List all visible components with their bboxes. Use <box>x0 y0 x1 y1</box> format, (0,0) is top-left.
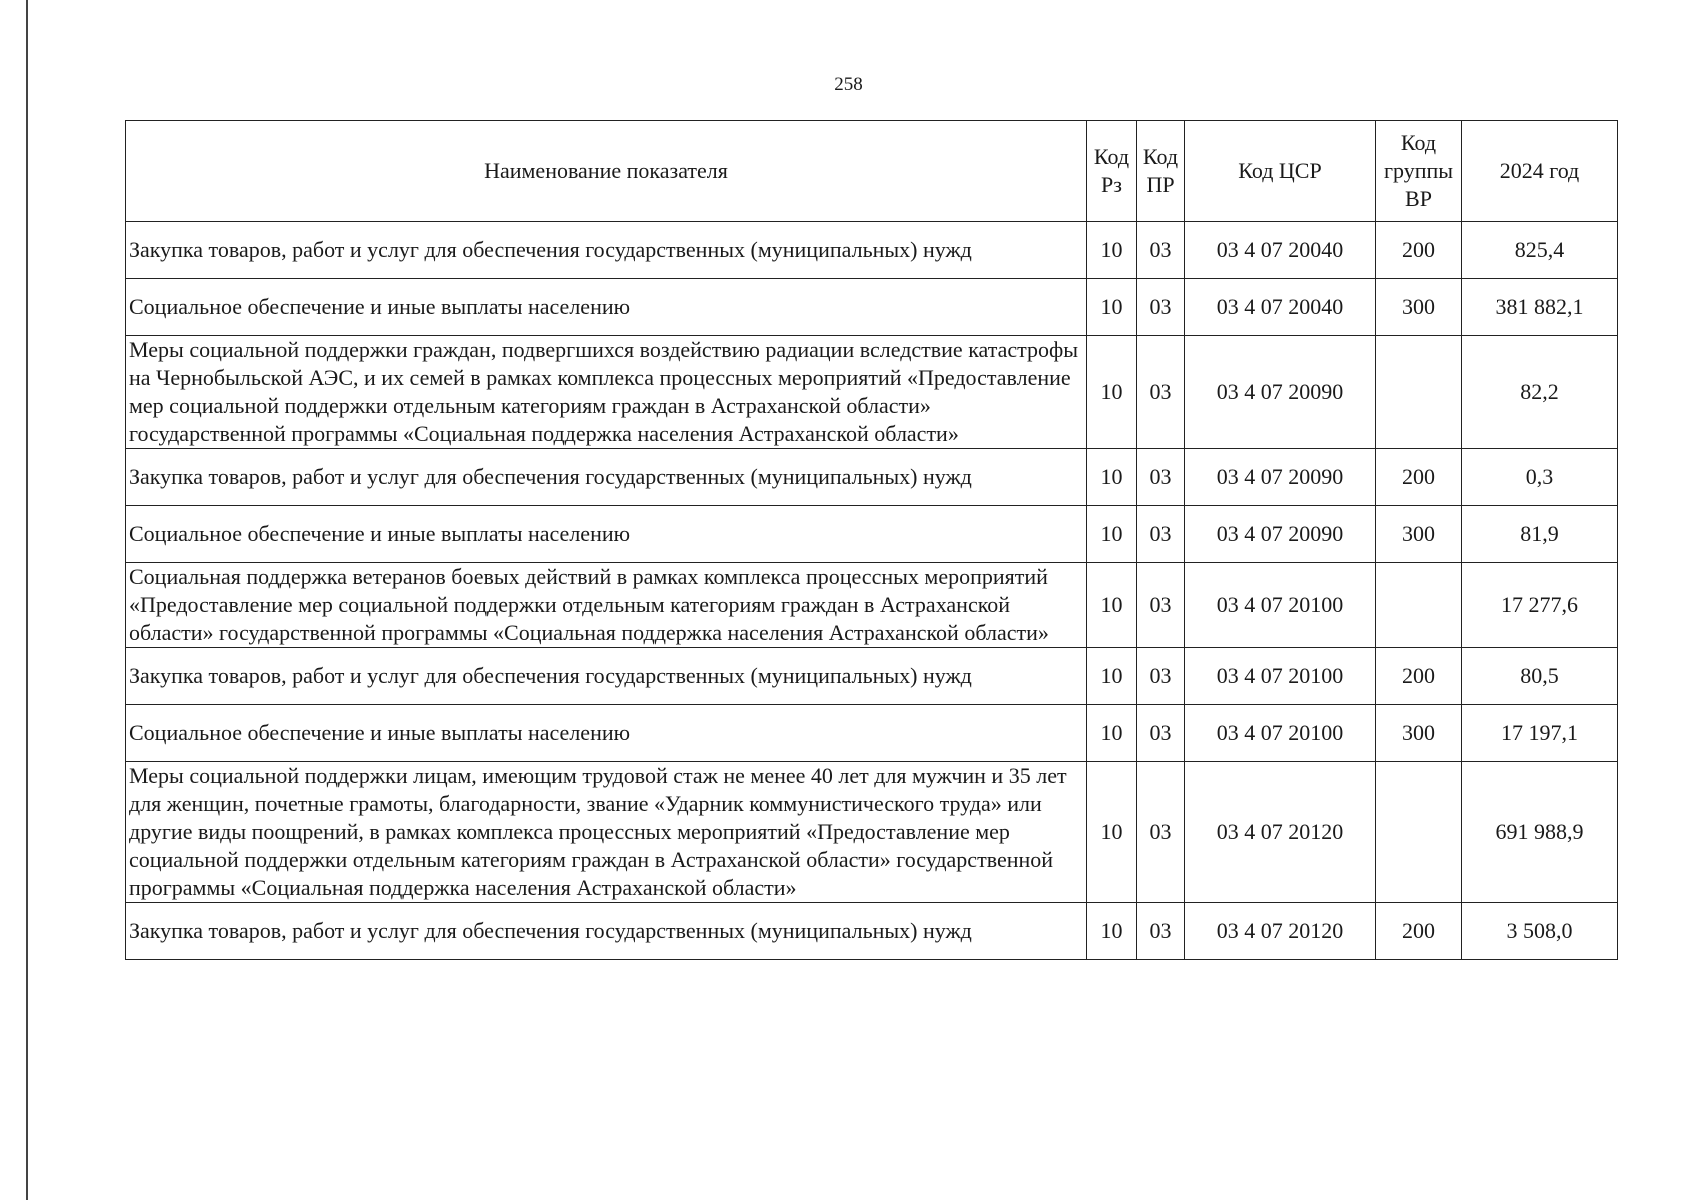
table-row <box>126 648 1618 705</box>
row-pr: 03 <box>1137 449 1185 506</box>
row-rz: 10 <box>1087 449 1137 506</box>
row-name: Социальное обеспечение и иные выплаты населению <box>126 506 1087 563</box>
row-rz: 10 <box>1087 336 1137 449</box>
row-csr: 03 4 07 20090 <box>1185 449 1376 506</box>
row-csr: 03 4 07 20100 <box>1185 563 1376 648</box>
page-number: 258 <box>834 74 863 95</box>
row-name: Закупка товаров, работ и услуг для обеспечения государственных (муниципальных) нужд <box>126 222 1087 279</box>
row-amount: 17 197,1 <box>1462 705 1618 762</box>
row-vr: 300 <box>1376 705 1462 762</box>
table-row <box>126 903 1618 960</box>
table-row <box>126 506 1618 563</box>
row-name: Социальное обеспечение и иные выплаты населению <box>126 279 1087 336</box>
row-csr: 03 4 07 20120 <box>1185 903 1376 960</box>
header-vr: Код группы ВР <box>1376 121 1462 222</box>
row-name: Меры социальной поддержки граждан, подвергшихся воздействию радиации вследствие катастрофы на Чернобыльской АЭС, и их семей в рамках комплекса процессных мероприятий «Предоставление мер социальной поддержки отдельным категориям граждан в Астраханской области» государственной программы «Социальная поддержка населения Астраханской области» <box>126 336 1087 449</box>
row-amount: 82,2 <box>1462 336 1618 449</box>
table-header-row <box>126 121 1618 222</box>
row-rz: 10 <box>1087 762 1137 903</box>
header-rz: Код Рз <box>1087 121 1137 222</box>
row-rz: 10 <box>1087 903 1137 960</box>
row-name: Социальное обеспечение и иные выплаты населению <box>126 705 1087 762</box>
row-name: Социальная поддержка ветеранов боевых действий в рамках комплекса процессных мероприятий «Предоставление мер социальной поддержки отдельным категориям граждан в Астраханской области» государственной программы «Социальная поддержка населения Астраханской области» <box>126 563 1087 648</box>
row-vr: 200 <box>1376 903 1462 960</box>
row-pr: 03 <box>1137 279 1185 336</box>
row-vr: 200 <box>1376 449 1462 506</box>
row-vr: 300 <box>1376 506 1462 563</box>
row-pr: 03 <box>1137 648 1185 705</box>
scan-edge <box>26 0 28 1200</box>
row-csr: 03 4 07 20100 <box>1185 648 1376 705</box>
table-row <box>126 449 1618 506</box>
budget-table <box>125 120 1618 960</box>
row-amount: 81,9 <box>1462 506 1618 563</box>
row-vr <box>1376 563 1462 648</box>
table-row <box>126 222 1618 279</box>
row-vr <box>1376 336 1462 449</box>
row-pr: 03 <box>1137 903 1185 960</box>
row-amount: 381 882,1 <box>1462 279 1618 336</box>
row-amount: 17 277,6 <box>1462 563 1618 648</box>
row-vr: 300 <box>1376 279 1462 336</box>
row-amount: 691 988,9 <box>1462 762 1618 903</box>
row-csr: 03 4 07 20100 <box>1185 705 1376 762</box>
row-pr: 03 <box>1137 762 1185 903</box>
row-pr: 03 <box>1137 222 1185 279</box>
row-csr: 03 4 07 20040 <box>1185 222 1376 279</box>
header-name: Наименование показателя <box>126 121 1087 222</box>
row-pr: 03 <box>1137 336 1185 449</box>
header-pr: Код ПР <box>1137 121 1185 222</box>
header-csr: Код ЦСР <box>1185 121 1376 222</box>
row-csr: 03 4 07 20090 <box>1185 506 1376 563</box>
row-vr: 200 <box>1376 648 1462 705</box>
row-name: Закупка товаров, работ и услуг для обеспечения государственных (муниципальных) нужд <box>126 449 1087 506</box>
row-name: Меры социальной поддержки лицам, имеющим трудовой стаж не менее 40 лет для мужчин и 35 лет для женщин, почетные грамоты, благодарности, звание «Ударник коммунистического труда» или другие виды поощрений, в рамках комплекса процессных мероприятий «Предоставление мер социальной поддержки отдельным категориям граждан в Астраханской области» государственной программы «Социальная поддержка населения Астраханской области» <box>126 762 1087 903</box>
row-csr: 03 4 07 20040 <box>1185 279 1376 336</box>
table-row <box>126 336 1618 449</box>
row-amount: 3 508,0 <box>1462 903 1618 960</box>
table-row <box>126 762 1618 903</box>
row-name: Закупка товаров, работ и услуг для обеспечения государственных (муниципальных) нужд <box>126 903 1087 960</box>
row-amount: 0,3 <box>1462 449 1618 506</box>
row-name: Закупка товаров, работ и услуг для обеспечения государственных (муниципальных) нужд <box>126 648 1087 705</box>
row-csr: 03 4 07 20090 <box>1185 336 1376 449</box>
row-rz: 10 <box>1087 705 1137 762</box>
row-pr: 03 <box>1137 563 1185 648</box>
row-amount: 825,4 <box>1462 222 1618 279</box>
table-row <box>126 279 1618 336</box>
row-vr: 200 <box>1376 222 1462 279</box>
row-rz: 10 <box>1087 648 1137 705</box>
row-pr: 03 <box>1137 705 1185 762</box>
row-pr: 03 <box>1137 506 1185 563</box>
table-row <box>126 705 1618 762</box>
table-row <box>126 563 1618 648</box>
row-csr: 03 4 07 20120 <box>1185 762 1376 903</box>
row-vr <box>1376 762 1462 903</box>
row-rz: 10 <box>1087 222 1137 279</box>
row-amount: 80,5 <box>1462 648 1618 705</box>
row-rz: 10 <box>1087 279 1137 336</box>
row-rz: 10 <box>1087 506 1137 563</box>
header-year: 2024 год <box>1462 121 1618 222</box>
row-rz: 10 <box>1087 563 1137 648</box>
